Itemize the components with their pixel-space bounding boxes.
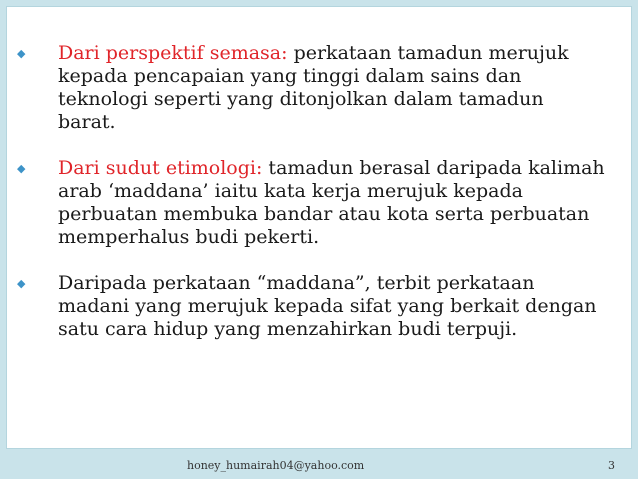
bullet-lead: Dari sudut etimologi:	[58, 157, 263, 179]
bullet-list	[17, 42, 607, 364]
bullet-item	[17, 272, 607, 341]
bullet-lead: Dari perspektif semasa:	[58, 42, 288, 64]
bullet-item	[17, 42, 607, 134]
diamond-bullet-icon: ◆	[17, 47, 26, 60]
bullet-text: tamadun berasal daripada kalimah arab ‘maddana’ iaitu kata kerja merujuk kepada perbuatan membuka bandar atau kota serta perbuatan memperhalus budi pekerti.	[58, 157, 605, 248]
bullet-item	[17, 157, 607, 249]
bullet-text: Daripada perkataan “maddana”, terbit perkataan madani yang merujuk kepada sifat yang berkait dengan satu cara hidup yang menzahirkan budi terpuji.	[58, 272, 597, 340]
footer-email: honey_humairah04@yahoo.com	[187, 459, 365, 472]
diamond-bullet-icon: ◆	[17, 162, 26, 175]
bullet-text: perkataan tamadun merujuk kepada pencapaian yang tinggi dalam sains dan teknologi seperti yang ditonjolkan dalam tamadun barat.	[58, 42, 569, 133]
diamond-bullet-icon: ◆	[17, 277, 26, 290]
page-number: 3	[608, 459, 615, 472]
